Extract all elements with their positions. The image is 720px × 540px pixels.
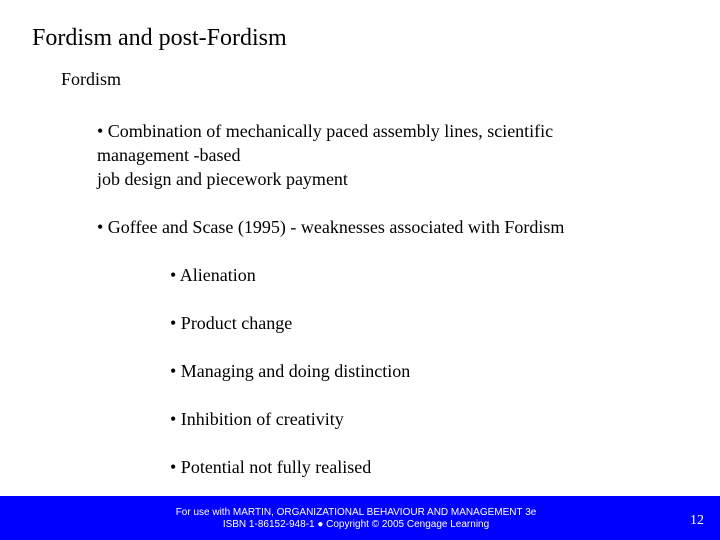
footer-line-1: For use with MARTIN, ORGANIZATIONAL BEHAVIOUR AND MANAGEMENT 3e	[175, 507, 537, 518]
sub-bullet-inhibition-creativity: • Inhibition of creativity	[170, 409, 344, 429]
slide-title: Fordism and post-Fordism	[32, 25, 287, 51]
section-heading: Fordism	[61, 69, 122, 89]
sub-bullet-alienation: • Alienation	[170, 265, 256, 285]
bullet-line: job design and piecework payment	[97, 169, 348, 189]
bullet-line: management -based	[97, 145, 241, 165]
sub-bullet-product-change: • Product change	[170, 313, 293, 333]
bullet-line: • Goffee and Scase (1995) - weaknesses associated with Fordism	[97, 217, 565, 237]
bullet-goffee-scase	[97, 215, 564, 239]
bullet-combination	[97, 119, 553, 191]
sub-bullet-managing-doing: • Managing and doing distinction	[170, 361, 411, 381]
footer-line-2: ISBN 1-86152-948-1 ● Copyright © 2005 Cengage Learning	[222, 519, 490, 530]
sub-bullet-potential: • Potential not fully realised	[170, 457, 372, 477]
footer-bar	[0, 496, 720, 540]
page-number: 12	[690, 513, 704, 528]
footer-credit	[0, 507, 712, 531]
bullet-line: • Combination of mechanically paced assembly lines, scientific	[97, 121, 554, 141]
